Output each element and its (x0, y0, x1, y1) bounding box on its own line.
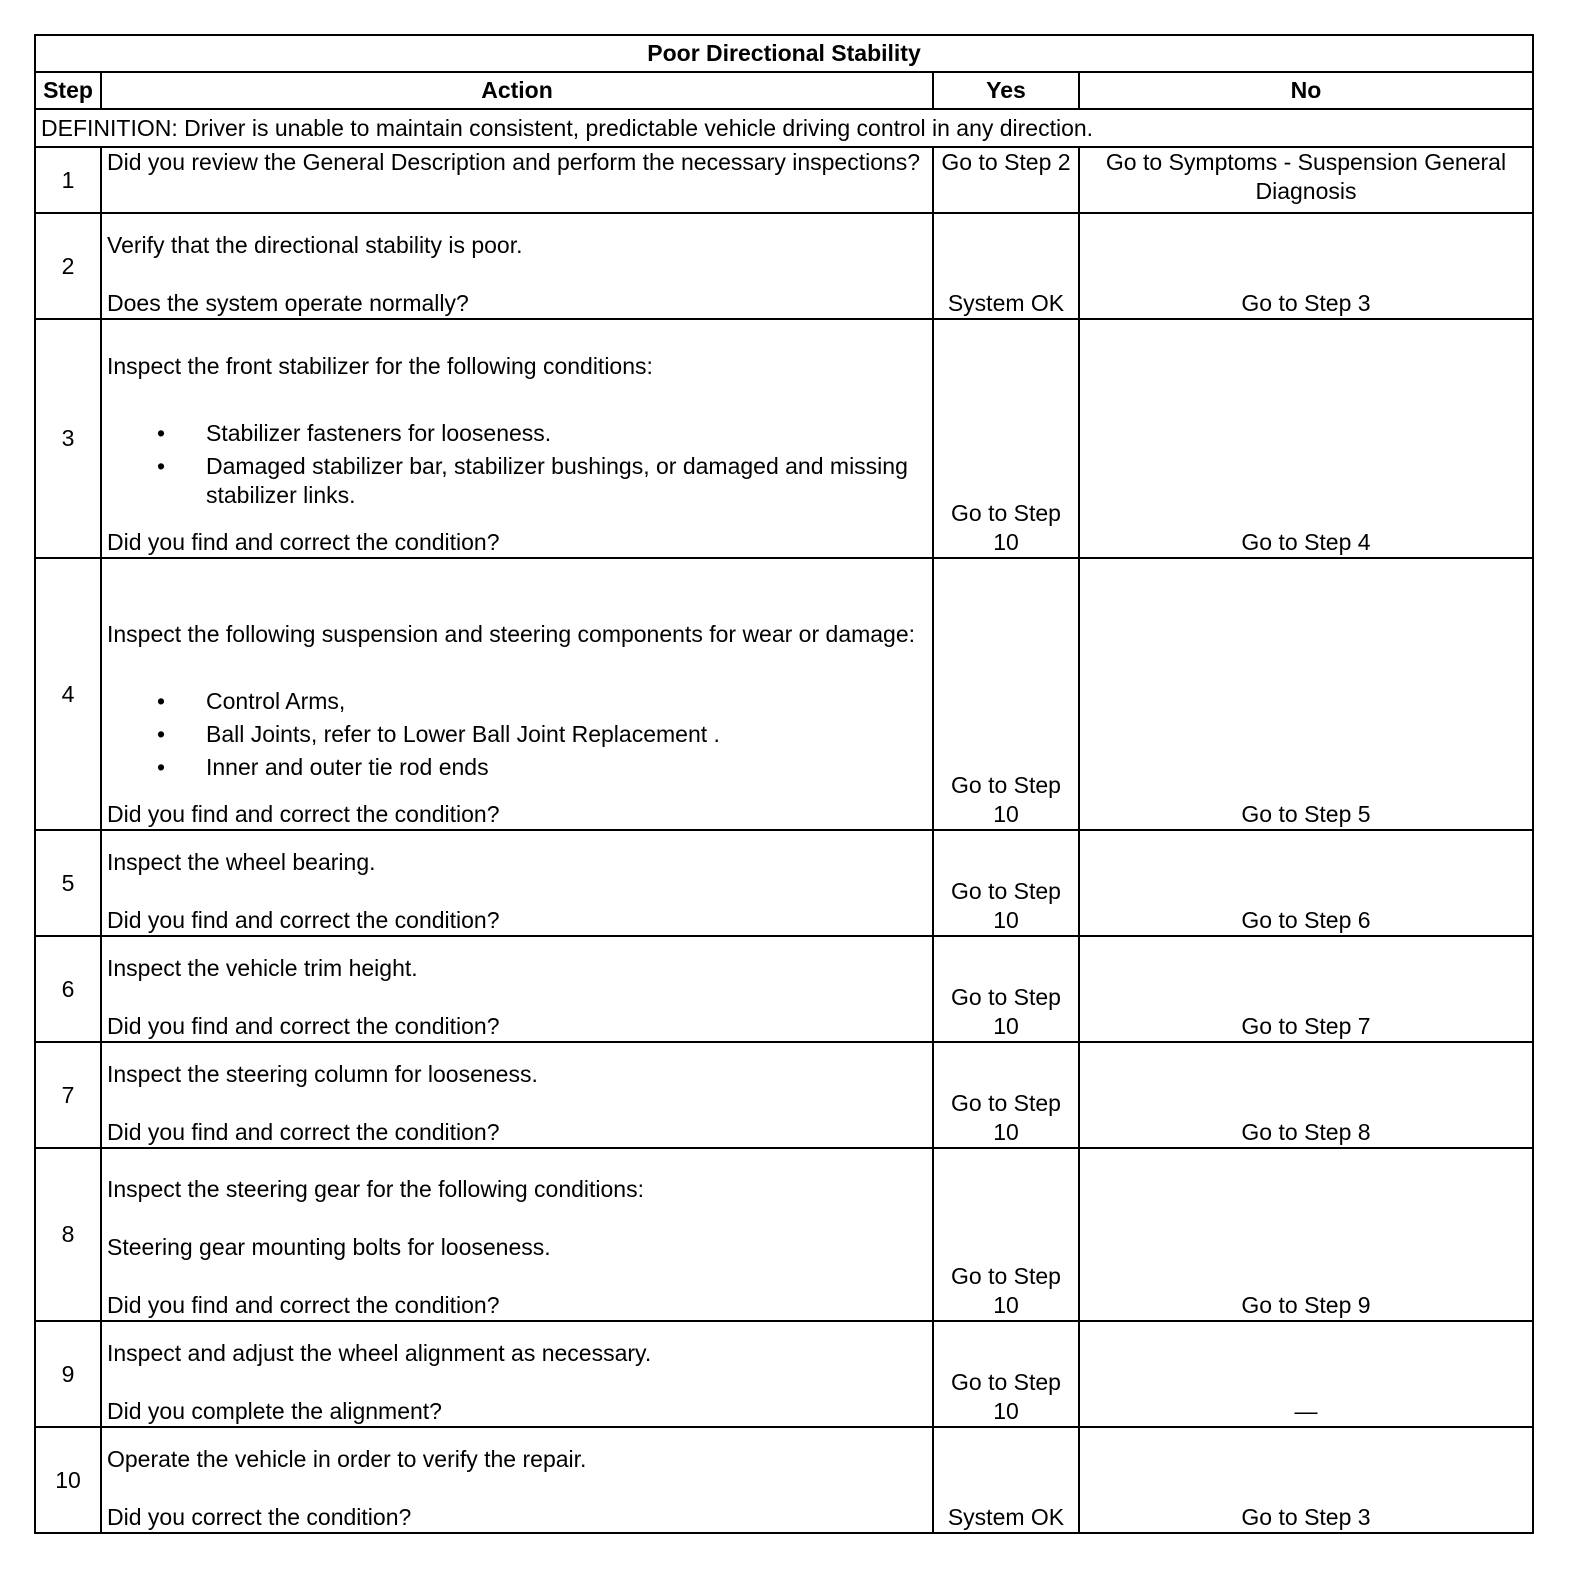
step-number: 3 (35, 319, 101, 558)
step-number: 7 (35, 1042, 101, 1148)
table-row (35, 1042, 1533, 1148)
action-cell (101, 558, 933, 830)
definition-row (35, 109, 1533, 147)
no-cell: Go to Step 5 (1079, 558, 1533, 830)
action-question: Did you find and correct the condition? (107, 529, 500, 555)
table-row (35, 1321, 1533, 1427)
table-row (35, 558, 1533, 830)
header-action: Action (101, 72, 933, 109)
action-line: Inspect the following suspension and steering components for wear or damage: (107, 621, 916, 647)
step-number: 5 (35, 830, 101, 936)
action-line: Inspect the steering column for looseness. (107, 1061, 538, 1087)
no-cell: Go to Symptoms - Suspension General Diagnosis (1079, 147, 1533, 213)
action-line: Inspect the steering gear for the following conditions: (107, 1176, 644, 1202)
table-row (35, 1148, 1533, 1321)
table-row (35, 830, 1533, 936)
table-title-row (35, 35, 1533, 72)
component-list (107, 687, 927, 782)
yes-cell: Go to Step 10 (933, 1148, 1079, 1321)
step-number: 8 (35, 1148, 101, 1321)
action-line: Steering gear mounting bolts for looseness. (107, 1234, 551, 1260)
no-cell: — (1079, 1321, 1533, 1427)
yes-cell: Go to Step 10 (933, 319, 1079, 558)
step-number: 2 (35, 213, 101, 319)
step-number: 1 (35, 147, 101, 213)
action-line: Inspect the wheel bearing. (107, 849, 376, 875)
yes-cell: Go to Step 10 (933, 1042, 1079, 1148)
no-cell: Go to Step 9 (1079, 1148, 1533, 1321)
list-item: • Control Arms, (206, 687, 927, 716)
action-question: Did you complete the alignment? (107, 1398, 442, 1424)
step-number: 10 (35, 1427, 101, 1533)
action-question: Did you find and correct the condition? (107, 801, 500, 827)
action-question: Did you find and correct the condition? (107, 1119, 500, 1145)
no-cell: Go to Step 6 (1079, 830, 1533, 936)
table-row (35, 936, 1533, 1042)
action-line: Inspect the front stabilizer for the following conditions: (107, 353, 653, 379)
table-row (35, 319, 1533, 558)
table-row (35, 213, 1533, 319)
yes-cell: Go to Step 2 (933, 147, 1079, 213)
action-question: Did you correct the condition? (107, 1504, 412, 1530)
action-line: Inspect the vehicle trim height. (107, 955, 418, 981)
action-question: Does the system operate normally? (107, 290, 469, 316)
no-cell: Go to Step 7 (1079, 936, 1533, 1042)
table-row (35, 147, 1533, 213)
definition-text: DEFINITION: Driver is unable to maintain consistent, predictable vehicle driving control in any direction. (35, 109, 1533, 147)
header-step: Step (35, 72, 101, 109)
no-cell: Go to Step 8 (1079, 1042, 1533, 1148)
step-number: 4 (35, 558, 101, 830)
no-cell: Go to Step 3 (1079, 1427, 1533, 1533)
step-number: 9 (35, 1321, 101, 1427)
header-yes: Yes (933, 72, 1079, 109)
yes-cell: Go to Step 10 (933, 1321, 1079, 1427)
action-cell (101, 213, 933, 319)
action-line: Inspect and adjust the wheel alignment as necessary. (107, 1340, 652, 1366)
action-question: Did you find and correct the condition? (107, 907, 500, 933)
table-row (35, 1427, 1533, 1533)
list-item: • Ball Joints, refer to Lower Ball Joint Replacement . (206, 720, 927, 749)
action-cell (101, 830, 933, 936)
yes-cell: Go to Step 10 (933, 936, 1079, 1042)
list-item: • Stabilizer fasteners for looseness. (206, 419, 927, 448)
yes-cell: Go to Step 10 (933, 830, 1079, 936)
list-item: • Inner and outer tie rod ends (206, 753, 927, 782)
no-cell: Go to Step 4 (1079, 319, 1533, 558)
yes-cell: System OK (933, 213, 1079, 319)
action-cell (101, 1042, 933, 1148)
action-cell (101, 1321, 933, 1427)
action-line: Verify that the directional stability is poor. (107, 232, 523, 258)
action-question: Did you find and correct the condition? (107, 1292, 500, 1318)
table-title: Poor Directional Stability (35, 35, 1533, 72)
action-question: Did you find and correct the condition? (107, 1013, 500, 1039)
yes-cell: System OK (933, 1427, 1079, 1533)
step-number: 6 (35, 936, 101, 1042)
action-cell (101, 319, 933, 558)
action-line: Operate the vehicle in order to verify the repair. (107, 1446, 587, 1472)
action-cell (101, 1427, 933, 1533)
list-item: • Damaged stabilizer bar, stabilizer bushings, or damaged and missing stabilizer links. (206, 452, 927, 510)
table-header-row (35, 72, 1533, 109)
no-cell: Go to Step 3 (1079, 213, 1533, 319)
header-no: No (1079, 72, 1533, 109)
action-cell (101, 936, 933, 1042)
condition-list (107, 419, 927, 510)
action-cell (101, 147, 933, 213)
diagnostic-table (34, 34, 1534, 1534)
action-cell (101, 1148, 933, 1321)
action-line: Did you review the General Description and perform the necessary inspections? (107, 149, 921, 175)
yes-cell: Go to Step 10 (933, 558, 1079, 830)
